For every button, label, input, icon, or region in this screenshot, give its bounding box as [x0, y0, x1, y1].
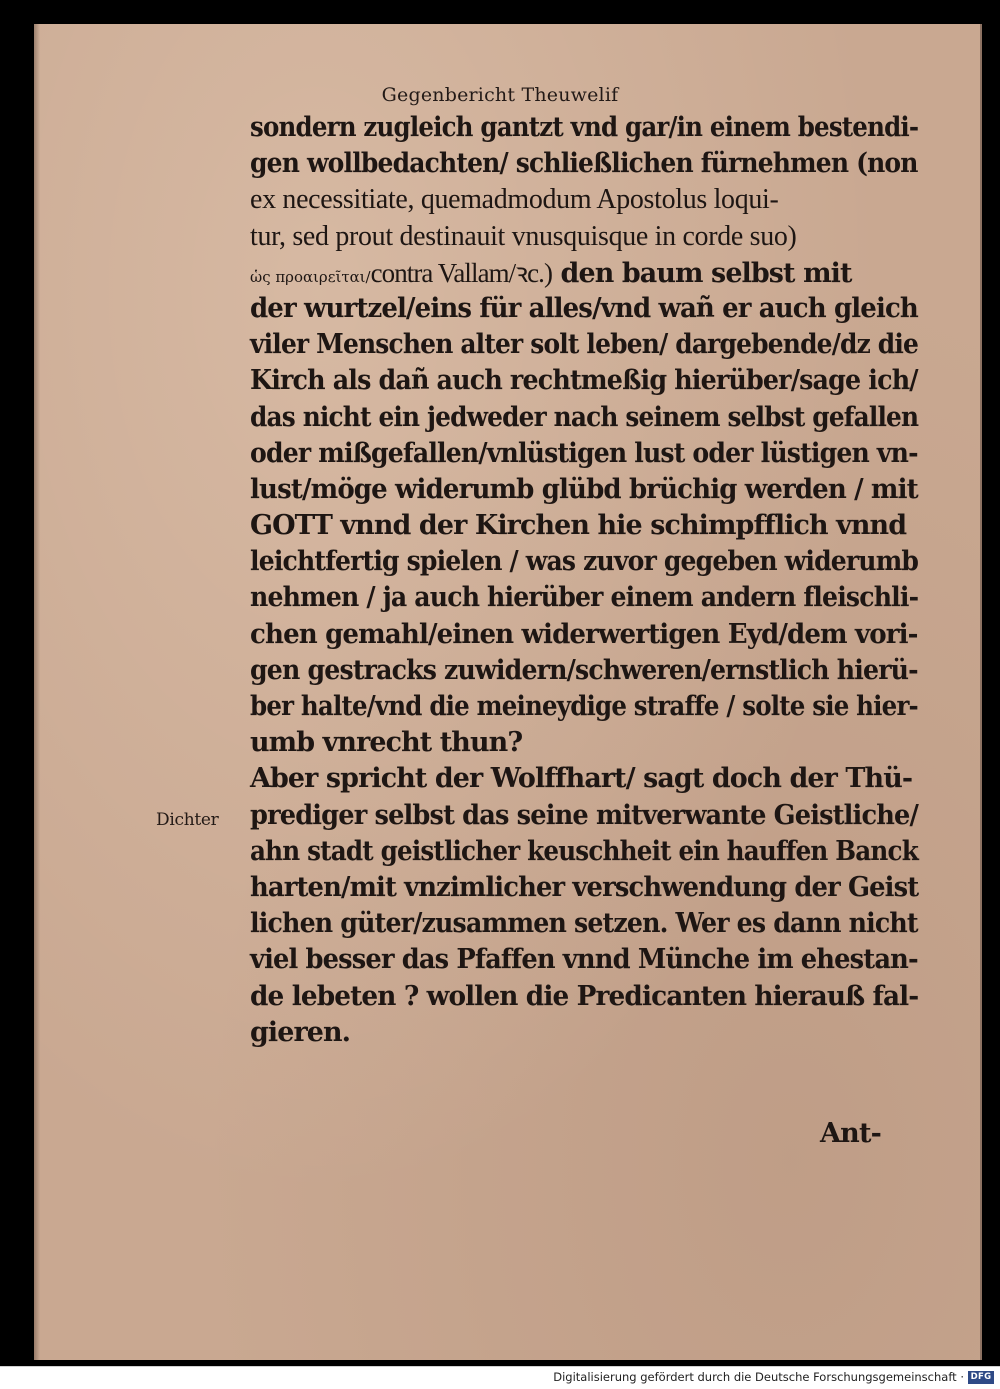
text-line: gen wollbedachten/ schließlichen fürnehmen (non	[250, 148, 918, 180]
margin-note: Dichter	[156, 810, 219, 830]
greek-phrase: ὡς προαιρεῖται/	[250, 267, 371, 286]
text-line: gen gestracks zuwidern/schweren/ernstlich hierü-	[250, 654, 918, 686]
text-line: prediger selbst das seine mitverwante Geistliche/	[250, 799, 919, 831]
text-line: lust/möge widerumb glübd brüchig werden / mit	[250, 473, 918, 505]
body-text	[250, 110, 920, 1051]
text-line: Kirch als dañ auch rechtmeßig hierüber/sage ich/	[250, 365, 918, 397]
footer-bar	[0, 1366, 1000, 1389]
funding-notice: Digitalisierung gefördert durch die Deutsche Forschungsgemeinschaft ·	[553, 1370, 964, 1384]
text-line: der wurtzel/eins für alles/vnd wañ er auch gleich	[250, 292, 918, 324]
text-line: GOTT vnnd der Kirchen hie schimpfflich vnnd	[250, 510, 907, 542]
text-line: chen gemahl/einen widerwertigen Eyd/dem vori-	[250, 618, 918, 650]
text-line: gieren.	[250, 1016, 351, 1048]
text-line: ber halte/vnd die meineydige straffe / solte sie hier-	[250, 691, 918, 722]
catchword: Ant-	[820, 1118, 882, 1149]
fraktur-phrase: den baum selbst mit	[552, 257, 852, 289]
text-line: nehmen / ja auch hierüber einem andern fleischli-	[250, 582, 919, 614]
text-line: ex necessitiate, quemadmodum Apostolus loqui-	[250, 184, 779, 216]
dfg-logo-icon: DFG	[968, 1371, 994, 1384]
text-line: harten/mit vnzimlicher verschwendung der Geist	[250, 871, 919, 903]
latin-phrase: contra Vallam/ꝛc.)	[370, 257, 553, 288]
text-line: de lebeten ? wollen die Predicanten hierauß fal-	[250, 980, 919, 1012]
text-line: tur, sed prout destinauit vnusquisque in corde suo)	[250, 220, 797, 252]
text-line: ahn stadt geistlicher keuschheit ein hauffen Banck	[250, 835, 918, 867]
text-line: viel besser das Pfaffen vnnd Münche im ehestan-	[250, 944, 918, 976]
text-line: lichen güter/zusammen setzen. Wer es dann nicht	[250, 908, 918, 940]
text-line: oder mißgefallen/vnlüstigen lust oder lüstigen vn-	[250, 437, 918, 469]
text-line	[250, 255, 918, 291]
page-gutter-shadow	[34, 24, 40, 1360]
text-line: umb vnrecht thun?	[250, 727, 523, 759]
running-head: Gegenbericht Theuwelif	[381, 84, 619, 106]
text-line: sondern zugleich gantzt vnd gar/in einem bestendi-	[250, 112, 919, 143]
text-line: viler Menschen alter solt leben/ dargebende/dz die	[250, 329, 919, 361]
text-line: das nicht ein jedweder nach seinem selbst gefallen	[250, 401, 919, 433]
text-line: Aber spricht der Wolffhart/ sagt doch der Thü-	[250, 763, 913, 795]
text-line: leichtfertig spielen / was zuvor gegeben widerumb	[250, 546, 919, 578]
